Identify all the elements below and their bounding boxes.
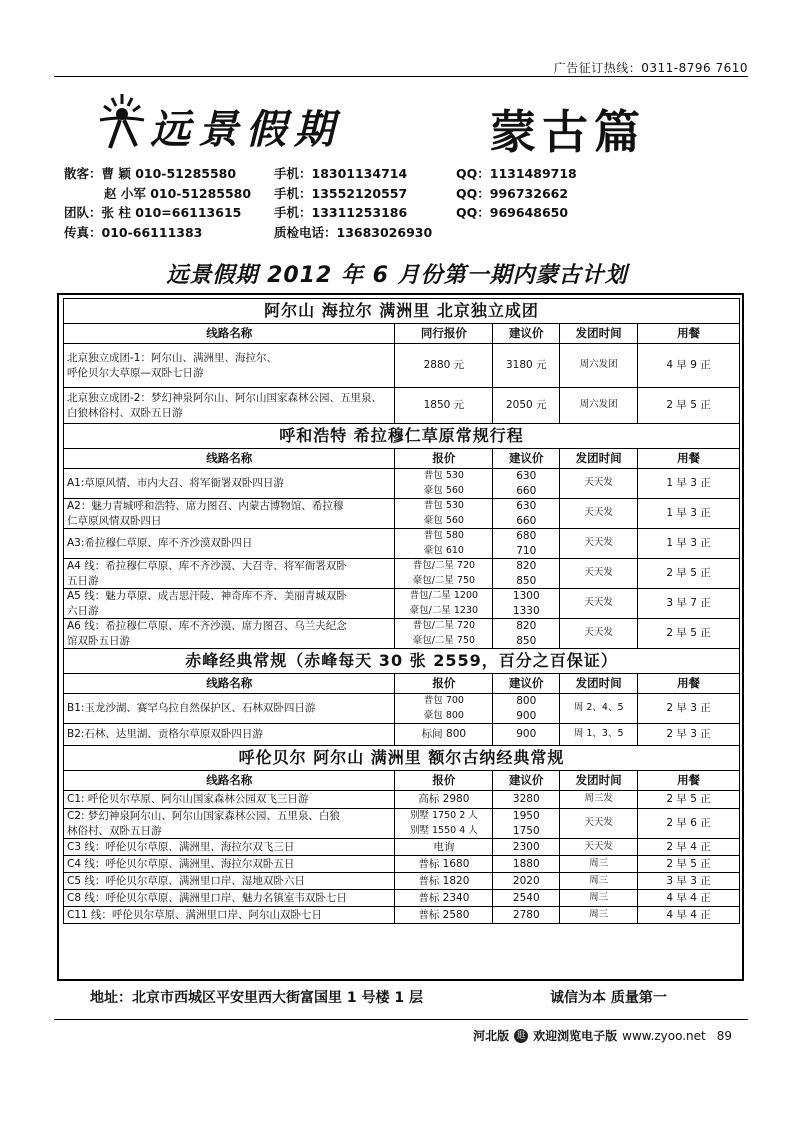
- top-divider: [54, 76, 748, 77]
- route-suggested-price: 630 660: [493, 499, 560, 529]
- edition-url[interactable]: www.zyoo.net: [622, 1028, 706, 1043]
- route-name: A6 线：希拉穆仁草原、库不齐沙漠、席力图召、乌兰夫纪念 馆双卧五日游: [64, 619, 395, 649]
- route-name: B1:玉龙沙湖、赛罕乌拉自然保护区、石林双卧四日游: [64, 694, 395, 724]
- column-header: 报价: [395, 771, 493, 791]
- route-suggested-price: 2780: [493, 907, 560, 924]
- tour-plan-table: [63, 298, 740, 924]
- edition-label: 河北版: [473, 1029, 510, 1043]
- route-departure: 周六发团: [560, 344, 638, 388]
- contact-qq: QQ：996732662: [456, 185, 569, 201]
- route-name: B2:石林、达里湖、贡格尔草原双卧四日游: [64, 724, 395, 746]
- route-departure: 天天发: [560, 469, 638, 499]
- section-title: 阿尔山 海拉尔 满洲里 北京独立成团: [64, 299, 740, 324]
- route-name: C1: 呼伦贝尔草原、阿尔山国家森林公园双飞三日游: [64, 791, 395, 809]
- route-meals: 3 早 3 正: [638, 873, 740, 890]
- route-name: C8 线：呼伦贝尔草原、满洲里口岸、魅力名镇室韦双卧七日: [64, 890, 395, 907]
- route-meals: 4 早 4 正: [638, 890, 740, 907]
- contact-qq: QQ：969648650: [456, 205, 569, 220]
- column-header: 用餐: [638, 771, 740, 791]
- contact-mobile: 手机：18301134714: [274, 166, 408, 181]
- route-suggested-price: 2300: [493, 839, 560, 856]
- table-row: [64, 559, 740, 589]
- column-header: 发团时间: [560, 674, 638, 694]
- contact-row: [64, 164, 656, 184]
- route-name: C5 线：呼伦贝尔草原、满洲里口岸、湿地双卧六日: [64, 873, 395, 890]
- route-departure: 天天发: [560, 839, 638, 856]
- table-row: [64, 791, 740, 809]
- route-suggested-price: 2050 元: [493, 388, 560, 424]
- table-row: [64, 619, 740, 649]
- route-name: A1:草原风情、市内大召、将军衙署双卧四日游: [64, 469, 395, 499]
- route-meals: 2 早 5 正: [638, 388, 740, 424]
- route-meals: 4 早 4 正: [638, 907, 740, 924]
- route-price: 普包 530 豪包 560: [395, 499, 493, 529]
- table-header-row: [64, 449, 740, 469]
- route-departure: 天天发: [560, 529, 638, 559]
- edition-badge-icon: 逛: [514, 1029, 528, 1043]
- route-departure: 周 2、4、5: [560, 694, 638, 724]
- contact-mobile: 手机：13552120557: [274, 185, 408, 201]
- contact-row: [64, 223, 656, 243]
- table-row: [64, 344, 740, 388]
- table-header-row: [64, 674, 740, 694]
- route-price: 普包/二星 720 豪包/二星 750: [395, 559, 493, 589]
- contact-row: [64, 184, 656, 204]
- route-name: A5 线：魅力草原、成吉思汗陵、神奇库不齐、美丽青城双卧 六日游: [64, 589, 395, 619]
- route-departure: 周三发: [560, 791, 638, 809]
- contact-qq: QQ：1131489718: [456, 166, 577, 181]
- contact-quality: 质检电话：13683026930: [274, 224, 433, 240]
- section-title-row: [64, 746, 740, 771]
- table-header-row: [64, 324, 740, 344]
- route-departure: 天天发: [560, 619, 638, 649]
- table-header-row: [64, 771, 740, 791]
- table-row: [64, 907, 740, 924]
- table-row: [64, 856, 740, 873]
- contact-block: [64, 164, 656, 242]
- column-header: 报价: [395, 674, 493, 694]
- column-header: 用餐: [638, 324, 740, 344]
- route-suggested-price: 900: [493, 724, 560, 746]
- route-suggested-price: 2540: [493, 890, 560, 907]
- route-name: 北京独立成团-2：梦幻神泉阿尔山、阿尔山国家森林公园、五里泉、 白狼林俗村、双卧五日游: [64, 388, 395, 424]
- column-header: 建议价: [493, 449, 560, 469]
- contact-primary: 散客：曹 颖 010-51285580: [64, 166, 237, 181]
- table-row: [64, 873, 740, 890]
- route-departure: 周三: [560, 890, 638, 907]
- route-suggested-price: 800 900: [493, 694, 560, 724]
- route-meals: 1 早 3 正: [638, 529, 740, 559]
- route-meals: 2 早 5 正: [638, 856, 740, 873]
- route-departure: 周六发团: [560, 388, 638, 424]
- column-header: 发团时间: [560, 771, 638, 791]
- route-price: 普标 1680: [395, 856, 493, 873]
- route-suggested-price: 820 850: [493, 619, 560, 649]
- page-headline: 远景假期 2012 年 6 月份第一期内蒙古计划: [166, 263, 628, 288]
- footer-slogan: 诚信为本 质量第一: [550, 990, 667, 1006]
- route-name: C4 线：呼伦贝尔草原、满洲里、海拉尔双卧五日: [64, 856, 395, 873]
- route-departure: 周三: [560, 856, 638, 873]
- route-price: 2880 元: [395, 344, 493, 388]
- contact-primary: 团队：张 柱 010=66113615: [64, 205, 242, 220]
- route-departure: 天天发: [560, 559, 638, 589]
- route-price: 普包/二星 1200 豪包/二星 1230: [395, 589, 493, 619]
- route-meals: 2 早 5 正: [638, 791, 740, 809]
- route-name: A2：魅力青城呼和浩特、席力图召、内蒙古博物馆、希拉穆 仁草原风情双卧四日: [64, 499, 395, 529]
- route-departure: 天天发: [560, 809, 638, 839]
- route-price: 1850 元: [395, 388, 493, 424]
- column-header: 用餐: [638, 674, 740, 694]
- route-meals: 2 早 6 正: [638, 809, 740, 839]
- route-departure: 天天发: [560, 499, 638, 529]
- route-suggested-price: 2020: [493, 873, 560, 890]
- section-title: 赤峰经典常规（赤峰每天 30 张 2559，百分之百保证）: [64, 649, 740, 674]
- section-title-row: [64, 424, 740, 449]
- contact-primary: 赵 小军 010-51285580: [104, 185, 252, 201]
- route-price: 普包 580 豪包 610: [395, 529, 493, 559]
- brand-name: 远景假期: [150, 106, 342, 153]
- column-header: 线路名称: [64, 449, 395, 469]
- table-row: [64, 388, 740, 424]
- route-price: 普标 1820: [395, 873, 493, 890]
- route-meals: 2 早 3 正: [638, 724, 740, 746]
- section-title: 呼伦贝尔 阿尔山 满洲里 额尔古纳经典常规: [64, 746, 740, 771]
- brand-title: 蒙古篇: [490, 105, 646, 159]
- route-suggested-price: 1880: [493, 856, 560, 873]
- table-row: [64, 724, 740, 746]
- route-name: 北京独立成团-1：阿尔山、满洲里、海拉尔、 呼伦贝尔大草原—双卧七日游: [64, 344, 395, 388]
- section-title-row: [64, 299, 740, 324]
- route-departure: 周三: [560, 907, 638, 924]
- column-header: 线路名称: [64, 324, 395, 344]
- route-name: A3:希拉穆仁草原、库不齐沙漠双卧四日: [64, 529, 395, 559]
- route-departure: 周三: [560, 873, 638, 890]
- route-meals: 2 早 5 正: [638, 619, 740, 649]
- route-name: C2: 梦幻神泉阿尔山、阿尔山国家森林公园、五里泉、白狼 林俗村、双卧五日游: [64, 809, 395, 839]
- route-suggested-price: 3280: [493, 791, 560, 809]
- column-header: 发团时间: [560, 324, 638, 344]
- route-meals: 2 早 4 正: [638, 839, 740, 856]
- route-meals: 1 早 3 正: [638, 469, 740, 499]
- contact-empty: [456, 223, 656, 243]
- table-row: [64, 839, 740, 856]
- route-suggested-price: 680 710: [493, 529, 560, 559]
- column-header: 同行报价: [395, 324, 493, 344]
- table-row: [64, 469, 740, 499]
- route-meals: 1 早 3 正: [638, 499, 740, 529]
- route-suggested-price: 630 660: [493, 469, 560, 499]
- route-suggested-price: 820 850: [493, 559, 560, 589]
- section-title: 呼和浩特 希拉穆仁草原常规行程: [64, 424, 740, 449]
- route-price: 标间 800: [395, 724, 493, 746]
- column-header: 报价: [395, 449, 493, 469]
- column-header: 线路名称: [64, 674, 395, 694]
- route-meals: 2 早 5 正: [638, 559, 740, 589]
- route-price: 普标 2340: [395, 890, 493, 907]
- column-header: 建议价: [493, 771, 560, 791]
- column-header: 用餐: [638, 449, 740, 469]
- route-suggested-price: 1300 1330: [493, 589, 560, 619]
- route-suggested-price: 3180 元: [493, 344, 560, 388]
- column-header: 发团时间: [560, 449, 638, 469]
- table-row: [64, 890, 740, 907]
- table-row: [64, 589, 740, 619]
- column-header: 线路名称: [64, 771, 395, 791]
- route-name: C3 线：呼伦贝尔草原、满洲里、海拉尔双飞三日: [64, 839, 395, 856]
- route-price: 别墅 1750 2 人 别墅 1550 4 人: [395, 809, 493, 839]
- bottom-divider: [54, 1019, 748, 1020]
- contact-fax: 传真：010-66111383: [64, 224, 203, 240]
- route-meals: 3 早 7 正: [638, 589, 740, 619]
- ad-hotline: 广告征订热线：0311-8796 7610: [553, 61, 748, 75]
- route-price: 高标 2980: [395, 791, 493, 809]
- route-price: 普包 700 豪包 800: [395, 694, 493, 724]
- column-header: 建议价: [493, 674, 560, 694]
- table-row: [64, 499, 740, 529]
- route-name: C11 线：呼伦贝尔草原、满洲里口岸、阿尔山双卧七日: [64, 907, 395, 924]
- route-departure: 天天发: [560, 589, 638, 619]
- table-row: [64, 809, 740, 839]
- route-departure: 周 1、3、5: [560, 724, 638, 746]
- edition-info: [473, 1027, 732, 1044]
- section-title-row: [64, 649, 740, 674]
- column-header: 建议价: [493, 324, 560, 344]
- logo-icon: [92, 90, 152, 156]
- footer: [90, 987, 667, 1007]
- page-number: 89: [716, 1028, 732, 1043]
- edition-welcome: 欢迎浏览电子版: [533, 1029, 618, 1043]
- route-price: 普包 530 豪包 560: [395, 469, 493, 499]
- route-meals: 4 早 9 正: [638, 344, 740, 388]
- route-meals: 2 早 3 正: [638, 694, 740, 724]
- table-row: [64, 529, 740, 559]
- table-row: [64, 694, 740, 724]
- route-price: 电询: [395, 839, 493, 856]
- footer-address: 地址：北京市西城区平安里西大街富国里 1 号楼 1 层: [90, 990, 423, 1006]
- contact-mobile: 手机：13311253186: [274, 205, 408, 220]
- route-price: 普标 2580: [395, 907, 493, 924]
- route-suggested-price: 1950 1750: [493, 809, 560, 839]
- contact-row: [64, 203, 656, 223]
- route-name: A4 线：希拉穆仁草原、库不齐沙漠、大召寺、将军衙署双卧 五日游: [64, 559, 395, 589]
- route-price: 普包/二星 720 豪包/二星 750: [395, 619, 493, 649]
